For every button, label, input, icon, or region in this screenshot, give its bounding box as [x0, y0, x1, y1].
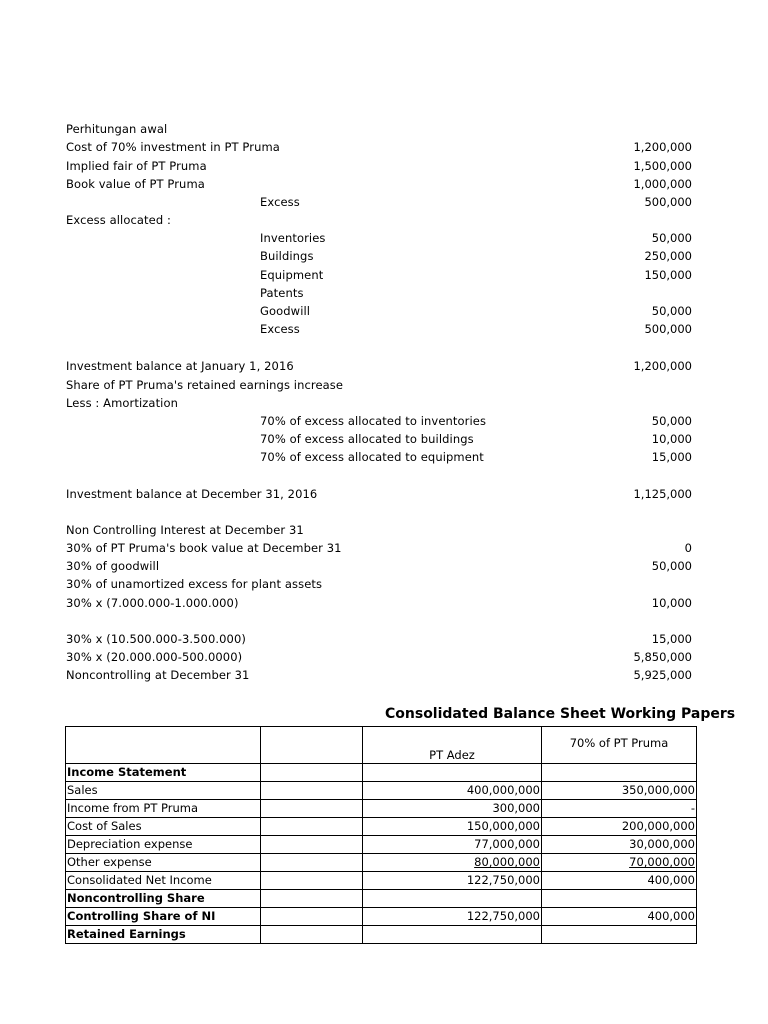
amort-label: 70% of excess allocated to inventories	[260, 414, 487, 428]
row-adez: 122,750,000	[363, 872, 542, 890]
inv-dec-value: 1,125,000	[633, 487, 692, 501]
row-blank	[261, 908, 363, 926]
row-adez	[363, 890, 542, 908]
allocated-label: Excess allocated :	[66, 213, 171, 227]
row-label: Retained Earnings	[66, 926, 261, 944]
row-pruma: 400,000	[542, 908, 697, 926]
alloc-value: 150,000	[644, 268, 692, 282]
nci-calc2-value: 15,000	[651, 632, 692, 646]
row-label: Noncontrolling Share	[66, 890, 261, 908]
inv-jan-value: 1,200,000	[633, 359, 692, 373]
row-label: Sales	[66, 782, 261, 800]
book-label: Book value of PT Pruma	[66, 177, 205, 191]
amort-value: 15,000	[651, 450, 692, 464]
row-adez: 150,000,000	[363, 818, 542, 836]
header-cell-label	[66, 727, 261, 764]
nci-total-value: 5,925,000	[633, 668, 692, 682]
nci-calc1-value: 10,000	[651, 596, 692, 610]
table-row	[66, 836, 697, 854]
row-adez	[363, 764, 542, 782]
alloc-value: 50,000	[651, 304, 692, 318]
row-blank	[261, 818, 363, 836]
row-blank	[261, 782, 363, 800]
table-row	[66, 854, 697, 872]
nci-unamort-label: 30% of unamortized excess for plant assets	[66, 577, 323, 591]
row-adez: 80,000,000	[363, 854, 542, 872]
row-label: Controlling Share of NI	[66, 908, 261, 926]
share-re-label: Share of PT Pruma's retained earnings increase	[66, 378, 344, 392]
row-pruma: 350,000,000	[542, 782, 697, 800]
nci-label: Non Controlling Interest at December 31	[66, 523, 304, 537]
worksheet-table	[65, 726, 697, 944]
amort-label: 70% of excess allocated to equipment	[260, 450, 484, 464]
row-label: Depreciation expense	[66, 836, 261, 854]
table-row	[66, 818, 697, 836]
alloc-label: Goodwill	[260, 304, 311, 318]
header-pt-pruma: 70% of PT Pruma	[542, 727, 697, 764]
row-adez	[363, 926, 542, 944]
amort-label: 70% of excess allocated to buildings	[260, 432, 474, 446]
alloc-value: 50,000	[651, 231, 692, 245]
row-adez: 122,750,000	[363, 908, 542, 926]
nci-total-label: Noncontrolling at December 31	[66, 668, 250, 682]
table-row	[66, 908, 697, 926]
alloc-label: Equipment	[260, 268, 324, 282]
excess-label: Excess	[260, 195, 300, 209]
alloc-label: Excess	[260, 322, 300, 336]
row-blank	[261, 926, 363, 944]
row-label: Income Statement	[66, 764, 261, 782]
nci-goodwill-value: 50,000	[651, 559, 692, 573]
alloc-label: Patents	[260, 286, 304, 300]
row-pruma: -	[542, 800, 697, 818]
amort-value: 50,000	[651, 414, 692, 428]
row-pruma	[542, 890, 697, 908]
nci-book-label: 30% of PT Pruma's book value at December 31	[66, 541, 342, 555]
nci-calc3-value: 5,850,000	[633, 650, 692, 664]
inv-jan-label: Investment balance at January 1, 2016	[66, 359, 294, 373]
row-pruma	[542, 926, 697, 944]
row-label: Consolidated Net Income	[66, 872, 261, 890]
inv-dec-label: Investment balance at December 31, 2016	[66, 487, 318, 501]
table-row	[66, 800, 697, 818]
alloc-label: Inventories	[260, 231, 326, 245]
cost-label: Cost of 70% investment in PT Pruma	[66, 140, 280, 154]
book-value: 1,000,000	[633, 177, 692, 191]
table-row	[66, 764, 697, 782]
row-blank	[261, 854, 363, 872]
cost-value: 1,200,000	[633, 140, 692, 154]
row-label: Income from PT Pruma	[66, 800, 261, 818]
implied-value: 1,500,000	[633, 159, 692, 173]
row-pruma	[542, 764, 697, 782]
nci-calc1-label: 30% x (7.000.000-1.000.000)	[66, 596, 239, 610]
alloc-label: Buildings	[260, 249, 314, 263]
row-pruma: 400,000	[542, 872, 697, 890]
nci-goodwill-label: 30% of goodwill	[66, 559, 160, 573]
amort-value: 10,000	[651, 432, 692, 446]
row-pruma: 30,000,000	[542, 836, 697, 854]
row-blank	[261, 872, 363, 890]
nci-calc2-label: 30% x (10.500.000-3.500.000)	[66, 632, 246, 646]
table-row	[66, 926, 697, 944]
row-pruma: 200,000,000	[542, 818, 697, 836]
row-blank	[261, 836, 363, 854]
row-adez: 300,000	[363, 800, 542, 818]
row-label: Other expense	[66, 854, 261, 872]
alloc-value: 500,000	[644, 322, 692, 336]
calc-heading: Perhitungan awal	[66, 122, 168, 136]
row-label: Cost of Sales	[66, 818, 261, 836]
row-blank	[261, 800, 363, 818]
implied-label: Implied fair of PT Pruma	[66, 159, 207, 173]
header-pt-adez: PT Adez	[363, 727, 542, 764]
table-row	[66, 782, 697, 800]
worksheet-title: Consolidated Balance Sheet Working Papers	[385, 706, 736, 722]
excess-value: 500,000	[644, 195, 692, 209]
row-adez: 400,000,000	[363, 782, 542, 800]
header-cell-blank	[261, 727, 363, 764]
table-header-row	[66, 727, 697, 764]
table-row	[66, 872, 697, 890]
nci-calc3-label: 30% x (20.000.000-500.0000)	[66, 650, 243, 664]
alloc-value: 250,000	[644, 249, 692, 263]
table-row	[66, 890, 697, 908]
nci-book-value: 0	[684, 541, 692, 555]
row-blank	[261, 890, 363, 908]
row-blank	[261, 764, 363, 782]
row-adez: 77,000,000	[363, 836, 542, 854]
row-pruma: 70,000,000	[542, 854, 697, 872]
less-amort-label: Less : Amortization	[66, 396, 178, 410]
